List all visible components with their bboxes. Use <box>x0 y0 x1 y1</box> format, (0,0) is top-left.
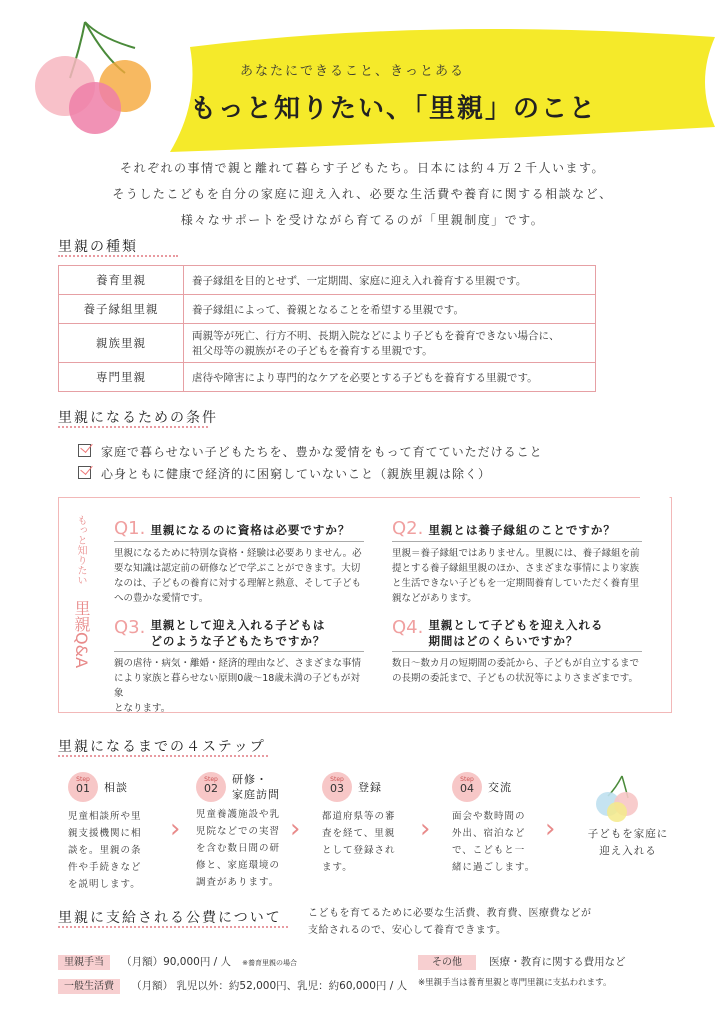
qa-item: Q1. 里親になるのに資格は必要ですか？ 里親になるために特別な資格・経験は必要ありません。必 要な知識は認定前の研修などで学ぶことができます。大切 なのは、子どもの養育に対する理解と熱意、そして子ども への豊かな愛情です。 <box>114 518 364 606</box>
chevron-right-icon: › <box>290 814 301 844</box>
condition-item: 心身ともに健康で経済的に困窮していないこと（親族里親は除く） <box>78 465 491 482</box>
chevron-right-icon: › <box>545 814 556 844</box>
support-other: その他 医療・教育に関する費用など <box>418 950 626 969</box>
divider <box>58 926 288 928</box>
table-row: 親族里親 両親等が死亡、行方不明、長期入院などにより子どもを養育できない場合に、 祖父母等の親族がその子どもを養育する里親です。 <box>59 324 596 363</box>
table-row: 養育里親 養子縁組を目的とせず、一定期間、家庭に迎え入れ養育する里親です。 <box>59 266 596 295</box>
condition-item: 家庭で暮らせない子どもたちを、豊かな愛情をもって育てていただけること <box>78 443 543 460</box>
support-row: 一般生活費 （月額） 乳児以外：約52,000円、乳児：約60,000円 / 人 <box>58 974 407 993</box>
qa-item: Q3. 里親として迎え入れる子どもは どのような子どもたちですか？ 親の虐待・病気・離婚・経済的理由など、さまざまな事情 により家族と暮らせない原則0歳〜18歳未満の子どもが対象 となります。 <box>114 617 364 716</box>
divider <box>58 426 208 428</box>
support-footnote: ※里親手当は養育里親と専門里親に支払われます。 <box>418 978 612 988</box>
step-3: Step 03 登録 都道府県等の審 査を経て、里親 として登録され ます。 <box>322 772 422 876</box>
chevron-right-icon: › <box>420 814 431 844</box>
step-badge: Step 02 <box>196 772 226 802</box>
divider <box>58 755 268 757</box>
step-1: Step 01 相談 児童相談所や里 親支援機関に相 談を。里親の条 件や手続きなど を説明します。 <box>68 772 168 893</box>
qa-item: Q4. 里親として子どもを迎え入れる 期間はどのくらいですか？ 数日〜数カ月の短期間の委託から、子どもが自立するまで の長期の委託まで、子どもの状況等によりさまざまです。 <box>392 617 642 686</box>
step-2: Step 02 研修・ 家庭訪問 児童養護施設や乳 児院などでの実習 を含む数日間の研 修と、家庭環境の 調査があります。 <box>196 773 281 888</box>
checkbox-icon <box>78 444 91 457</box>
qa-item: Q2. 里親とは養子縁組のことですか？ 里親＝養子縁組ではありません。里親には、養子縁組を前 提とする養子縁組里親のほか、さまざまな事情により家族 と生活できない子どもを一定期間養育していただく養育里 親などがあります。 <box>392 518 642 606</box>
cherry-illustration <box>25 18 160 138</box>
support-note: こどもを育てるために必要な生活費、教育費、医療費などが 支給されるので、安心して養育できます。 <box>308 908 592 936</box>
intro-text: それぞれの事情で親と離れて暮らす子どもたち。日本には約４万２千人います。 そうしたこどもを自分の家庭に迎え入れ、必要な生活費や養育に関する相談など、 様々なサポートを受けながら育てるのが「里親制度」です。 <box>112 161 613 227</box>
table-row: 専門里親 虐待や障害により専門的なケアを必要とする子どもを養育する里親です。 <box>59 363 596 392</box>
divider <box>58 255 178 257</box>
steps-goal: 子どもを家庭に 迎え入れる <box>587 828 669 857</box>
support-row: 里親手当 （月額）90,000円 / 人 ※養育里親の場合 <box>58 950 297 969</box>
qa-side-label: もっと知りたい <box>75 515 86 585</box>
support-heading: 里親に支給される公費について <box>58 910 282 926</box>
step-badge: Step 01 <box>68 772 98 802</box>
types-heading: 里親の種類 <box>58 239 138 255</box>
cherry-icon <box>592 774 642 822</box>
corner-fold <box>640 497 670 527</box>
checkbox-icon <box>78 466 91 479</box>
qa-side-title: 里親Q&A <box>72 600 91 669</box>
types-table <box>58 265 596 392</box>
conditions-heading: 里親になるための条件 <box>58 410 218 426</box>
steps-heading: 里親になるまでの４ステップ <box>58 739 266 755</box>
step-badge: Step 03 <box>322 772 352 802</box>
header-subtitle: あなたにできること、きっとある <box>240 64 466 79</box>
table-row: 養子縁組里親 養子縁組によって、養親となることを希望する里親です。 <box>59 295 596 324</box>
step-badge: Step 04 <box>452 772 482 802</box>
page-title: もっと知りたい、「里親」のこと <box>190 94 598 124</box>
chevron-right-icon: › <box>170 814 181 844</box>
step-4: Step 04 交流 面会や数時間の 外出、宿泊など で、こどもと一 緒に過ごします。 <box>452 772 552 876</box>
